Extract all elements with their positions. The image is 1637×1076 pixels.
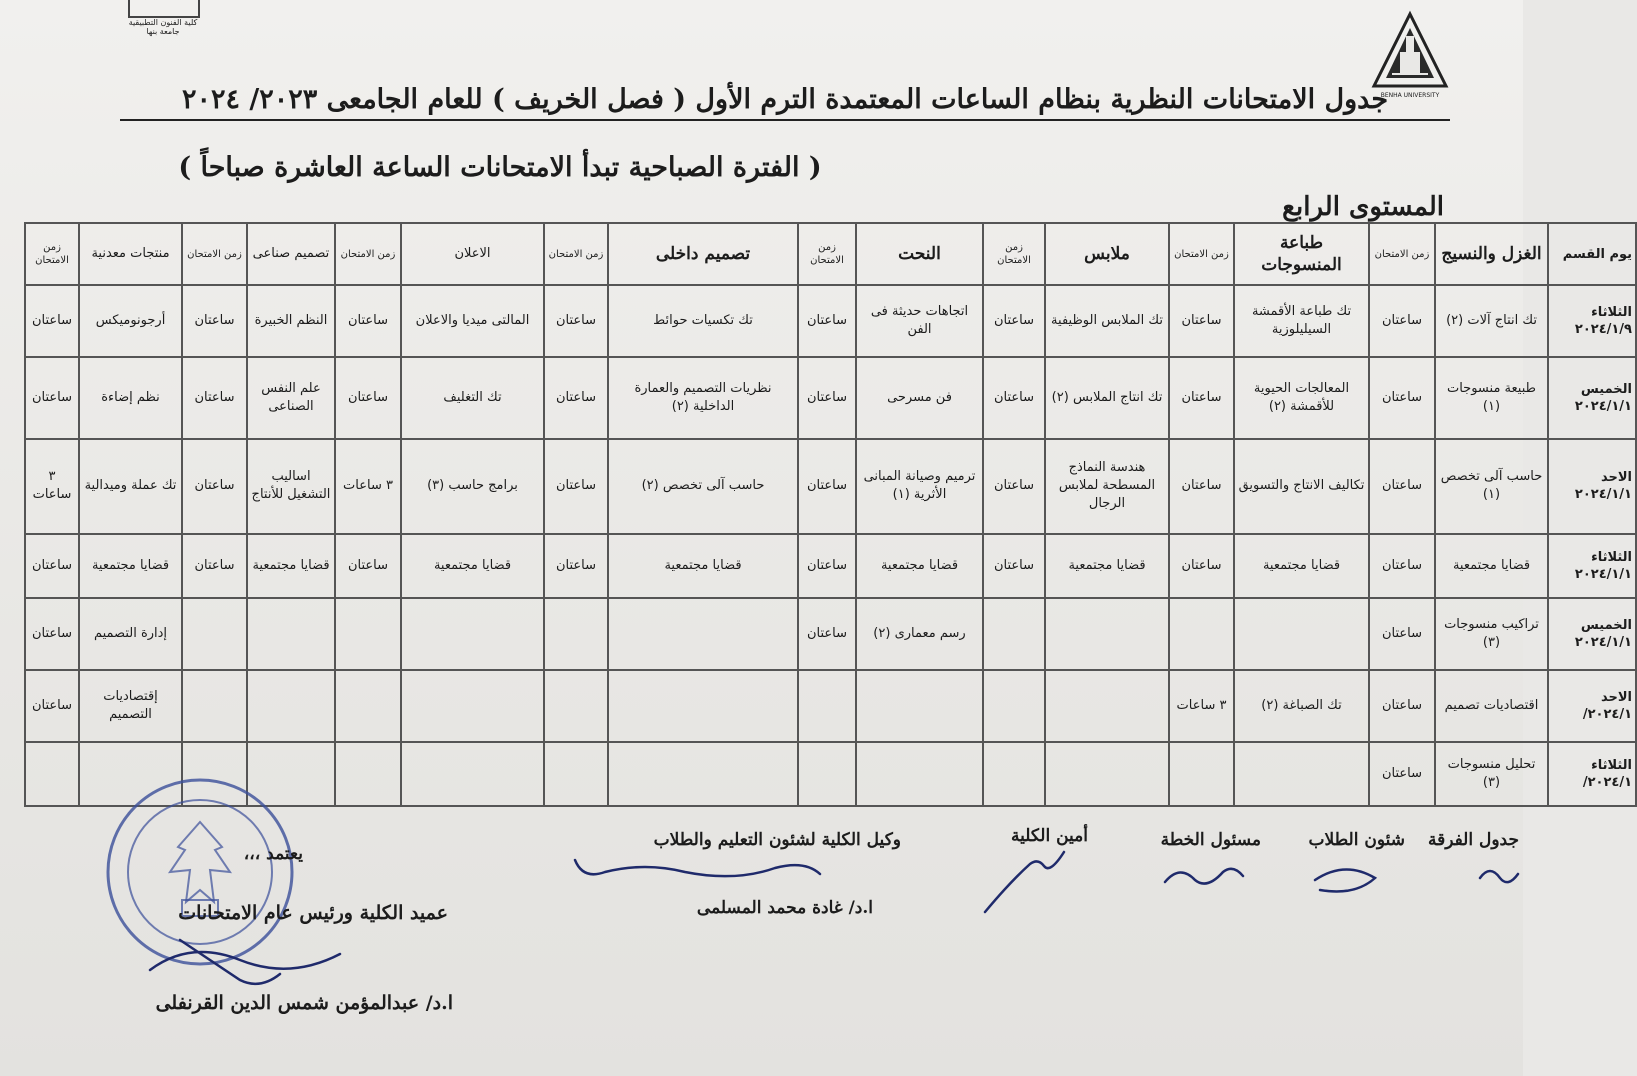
duration-cell: ساعتان <box>1369 439 1435 533</box>
signature-mark <box>150 952 340 970</box>
duration-cell <box>335 598 401 670</box>
exam-duration-header: زمن الامتحان <box>182 223 247 285</box>
table-row <box>25 285 1636 357</box>
course-cell: إدارة التصميم <box>79 598 182 670</box>
course-cell: نظم إضاءة <box>79 357 182 439</box>
course-cell <box>247 670 335 742</box>
table-row <box>25 670 1636 742</box>
department-header: ملابس <box>1045 223 1169 285</box>
department-header: الغزل والنسيج <box>1435 223 1548 285</box>
duration-cell: ساعتان <box>25 285 79 357</box>
duration-cell: ساعتان <box>544 534 608 598</box>
day-date: ٢٠٢٤/١/ <box>1582 706 1632 722</box>
duration-cell: ساعتان <box>983 357 1045 439</box>
duration-cell: ساعتان <box>182 439 247 533</box>
course-cell: تك انتاج الملابس (٢) <box>1045 357 1169 439</box>
duration-cell: ساعتان <box>544 357 608 439</box>
course-cell: المالتى ميديا والاعلان <box>401 285 544 357</box>
course-cell: اساليب التشغيل للأنتاج <box>247 439 335 533</box>
course-cell: قضايا مجتمعية <box>401 534 544 598</box>
day-cell <box>1548 285 1636 357</box>
page-title <box>120 84 1450 121</box>
college-secretary-label: أمين الكلية <box>1011 826 1088 846</box>
table-row <box>25 357 1636 439</box>
duration-cell: ساعتان <box>182 534 247 598</box>
table-row <box>25 534 1636 598</box>
course-cell: حاسب آلى تخصص (٢) <box>608 439 798 533</box>
course-cell <box>1234 598 1369 670</box>
duration-cell <box>544 670 608 742</box>
course-cell <box>1234 742 1369 806</box>
duration-cell: ساعتان <box>798 357 856 439</box>
course-cell <box>1045 598 1169 670</box>
duration-cell <box>1169 742 1234 806</box>
course-cell: تك الملابس الوظيفية <box>1045 285 1169 357</box>
course-cell <box>1045 670 1169 742</box>
vice-dean-title: وكيل الكلية لشئون التعليم والطلاب <box>653 830 901 850</box>
course-cell: هندسة النماذج المسطحة لملابس الرجال <box>1045 439 1169 533</box>
day-name: الثلاثاء <box>1591 305 1632 321</box>
duration-cell: ساعتان <box>1169 285 1234 357</box>
day-name: الثلاثاء <box>1591 757 1632 773</box>
table-row <box>25 439 1636 533</box>
duration-cell: ساعتان <box>1369 742 1435 806</box>
duration-cell: ساعتان <box>544 285 608 357</box>
exam-duration-header: زمن الامتحان <box>335 223 401 285</box>
exam-duration-header: زمن الامتحان <box>1369 223 1435 285</box>
duration-cell <box>335 742 401 806</box>
day-name: الخميس <box>1580 617 1632 633</box>
duration-cell: ساعتان <box>25 598 79 670</box>
course-cell: نظريات التصميم والعمارة الداخلية (٢) <box>608 357 798 439</box>
signature-mark <box>1315 869 1375 891</box>
signature-mark <box>1165 869 1243 884</box>
course-cell: اقتصاديات تصميم <box>1435 670 1548 742</box>
duration-cell: ساعتان <box>798 598 856 670</box>
course-cell: تك انتاج آلات (٢) <box>1435 285 1548 357</box>
course-cell: قضايا مجتمعية <box>247 534 335 598</box>
student-affairs-label: شئون الطلاب <box>1308 830 1405 850</box>
course-cell <box>608 598 798 670</box>
course-cell: تحليل منسوجات (٣) <box>1435 742 1548 806</box>
duration-cell: ساعتان <box>25 670 79 742</box>
course-cell: تك عملة وميدالية <box>79 439 182 533</box>
table-row <box>25 598 1636 670</box>
department-header: منتجات معدنية <box>79 223 182 285</box>
duration-cell: ساعتان <box>798 285 856 357</box>
vice-dean-name: ا.د/ غادة محمد المسلمى <box>696 898 873 918</box>
course-cell <box>401 598 544 670</box>
duration-cell: ساعتان <box>1369 285 1435 357</box>
course-cell: علم النفس الصناعى <box>247 357 335 439</box>
approved-label: يعتمد ،،، <box>243 844 303 864</box>
plan-officer-label: مسئول الخطة <box>1160 830 1261 850</box>
duration-cell: ساعتان <box>25 357 79 439</box>
duration-cell: ٣ ساعات <box>335 439 401 533</box>
title-line: جدول الامتحانات النظرية بنظام الساعات المعتمدة الترم الأول ( فصل الخريف ) للعام الجامعى ٢٠٢٣/ ٢٠٢٤ <box>120 84 1450 121</box>
duration-cell: ساعتان <box>25 534 79 598</box>
university-logo <box>1370 12 1450 99</box>
handwritten-signatures <box>0 820 1523 1076</box>
department-header: تصميم صناعى <box>247 223 335 285</box>
course-cell: قضايا مجتمعية <box>1234 534 1369 598</box>
day-cell <box>1548 598 1636 670</box>
duration-cell: ساعتان <box>983 439 1045 533</box>
duration-cell <box>798 670 856 742</box>
duration-cell <box>983 670 1045 742</box>
course-cell: فن مسرحى <box>856 357 983 439</box>
duration-cell: ساعتان <box>335 285 401 357</box>
course-cell: حاسب آلى تخصص (١) <box>1435 439 1548 533</box>
duration-cell: ساعتان <box>983 534 1045 598</box>
signatures-area <box>0 820 1523 1076</box>
exam-duration-header: زمن الامتحان <box>983 223 1045 285</box>
dean-title: عميد الكلية ورئيس عام الامتحانات <box>178 902 448 924</box>
corner-header: يوم القسم <box>1548 223 1636 285</box>
department-header: الاعلان <box>401 223 544 285</box>
duration-cell: ساعتان <box>1369 534 1435 598</box>
day-cell <box>1548 534 1636 598</box>
level-label: المستوى الرابع <box>1240 192 1444 224</box>
exam-duration-header: زمن الامتحان <box>1169 223 1234 285</box>
university-logo-caption: BENHA UNIVERSITY <box>1380 92 1440 99</box>
course-cell: تكاليف الانتاج والتسويق <box>1234 439 1369 533</box>
day-name: الاحد <box>1600 689 1632 705</box>
course-cell <box>401 670 544 742</box>
course-cell <box>608 670 798 742</box>
course-cell: تك تكسيات حوائط <box>608 285 798 357</box>
course-cell: تراكيب منسوجات (٣) <box>1435 598 1548 670</box>
day-cell <box>1548 439 1636 533</box>
day-name: الاحد <box>1600 470 1632 486</box>
duration-cell: ساعتان <box>1169 439 1234 533</box>
signature-mark <box>180 940 280 984</box>
class-schedule-label: جدول الفرقة <box>1427 830 1519 850</box>
exam-duration-header: زمن الامتحان <box>798 223 856 285</box>
department-header: تصميم داخلى <box>608 223 798 285</box>
course-cell <box>401 742 544 806</box>
day-cell <box>1548 670 1636 742</box>
period-note: ( الفترة الصباحية تبدأ الامتحانات الساعة العاشرة صباحاً ) <box>178 152 822 183</box>
department-header: طباعة المنسوجات <box>1234 223 1369 285</box>
course-cell: قضايا مجتمعية <box>1045 534 1169 598</box>
day-cell <box>1548 357 1636 439</box>
duration-cell: ساعتان <box>798 534 856 598</box>
header-row <box>25 223 1636 285</box>
signature-mark <box>985 852 1064 912</box>
course-cell: تك الصباغة (٢) <box>1234 670 1369 742</box>
exam-duration-header: زمن الامتحان <box>544 223 608 285</box>
signature-mark <box>575 860 820 876</box>
course-cell: قضايا مجتمعية <box>79 534 182 598</box>
duration-cell: ساعتان <box>798 439 856 533</box>
course-cell: قضايا مجتمعية <box>856 534 983 598</box>
course-cell: قضايا مجتمعية <box>1435 534 1548 598</box>
day-date: ٢٠٢٤/١/١ <box>1574 399 1632 415</box>
duration-cell <box>182 598 247 670</box>
duration-cell <box>335 670 401 742</box>
faculty-logo-frame <box>128 0 200 18</box>
day-date: ٢٠٢٤/١/١ <box>1574 487 1632 503</box>
course-cell <box>856 742 983 806</box>
duration-cell <box>544 742 608 806</box>
duration-cell: ساعتان <box>983 285 1045 357</box>
duration-cell: ساعتان <box>182 357 247 439</box>
department-header: النحت <box>856 223 983 285</box>
course-cell: قضايا مجتمعية <box>608 534 798 598</box>
course-cell: برامج حاسب (٣) <box>401 439 544 533</box>
course-cell: تك التغليف <box>401 357 544 439</box>
course-cell: أرجونوميكس <box>79 285 182 357</box>
duration-cell: ساعتان <box>335 534 401 598</box>
duration-cell: ساعتان <box>1169 357 1234 439</box>
course-cell <box>856 670 983 742</box>
course-cell: رسم معمارى (٢) <box>856 598 983 670</box>
duration-cell: ساعتان <box>1369 357 1435 439</box>
duration-cell: ٣ ساعات <box>1169 670 1234 742</box>
course-cell <box>247 598 335 670</box>
duration-cell <box>1169 598 1234 670</box>
course-cell: تك طباعة الأقمشة السيليلوزية <box>1234 285 1369 357</box>
duration-cell: ساعتان <box>544 439 608 533</box>
duration-cell: ساعتان <box>335 357 401 439</box>
day-cell <box>1548 742 1636 806</box>
faculty-logo <box>128 0 198 38</box>
exam-duration-header: زمن الامتحان <box>25 223 79 285</box>
duration-cell: ساعتان <box>1169 534 1234 598</box>
course-cell: النظم الخبيرة <box>247 285 335 357</box>
duration-cell <box>983 742 1045 806</box>
day-date: ٢٠٢٤/١/١ <box>1574 634 1632 650</box>
signature-mark <box>1480 871 1518 882</box>
exam-schedule-table <box>24 222 1637 807</box>
day-name: الثلاثاء <box>1591 549 1632 565</box>
course-cell: اتجاهات حديثة فى الفن <box>856 285 983 357</box>
duration-cell <box>25 742 79 806</box>
duration-cell <box>544 598 608 670</box>
faculty-logo-text: كلية الفنون التطبيقية جامعة بنها <box>128 18 198 36</box>
course-cell: ترميم وصيانة المبانى الأثرية (١) <box>856 439 983 533</box>
course-cell <box>1045 742 1169 806</box>
day-date: ٢٠٢٤/١/٩ <box>1574 322 1632 338</box>
duration-cell: ساعتان <box>1369 598 1435 670</box>
day-date: ٢٠٢٤/١/ <box>1582 774 1632 790</box>
duration-cell: ٣ ساعات <box>25 439 79 533</box>
dean-name: ا.د/ عبدالمؤمن شمس الدين القرنفلى <box>155 992 453 1014</box>
duration-cell <box>182 670 247 742</box>
duration-cell: ساعتان <box>182 285 247 357</box>
course-cell: طبيعة منسوجات (١) <box>1435 357 1548 439</box>
duration-cell: ساعتان <box>1369 670 1435 742</box>
course-cell: المعالجات الحيوية للأقمشة (٢) <box>1234 357 1369 439</box>
duration-cell <box>798 742 856 806</box>
course-cell: إقتصاديات التصميم <box>79 670 182 742</box>
day-name: الخميس <box>1580 382 1632 398</box>
day-date: ٢٠٢٤/١/١ <box>1574 566 1632 582</box>
duration-cell <box>983 598 1045 670</box>
university-emblem-icon <box>1370 12 1450 92</box>
course-cell <box>608 742 798 806</box>
